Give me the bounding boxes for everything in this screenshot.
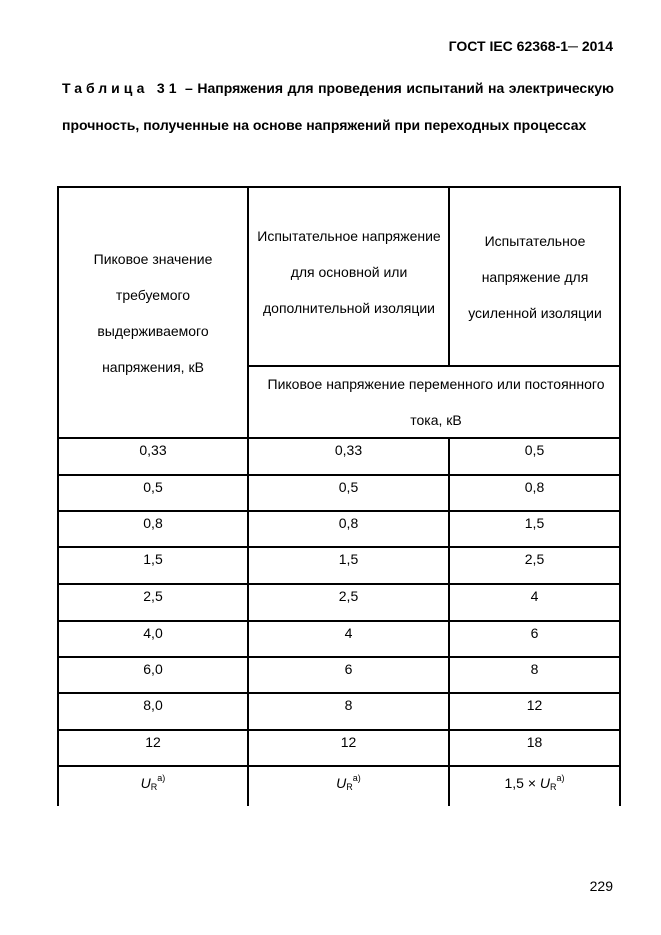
ur-subscript: R — [346, 782, 353, 792]
cell-r1-c1: 0,5 — [338, 479, 359, 495]
ur-subscript: R — [550, 782, 557, 792]
cell-r5-c1: 4 — [344, 625, 353, 641]
ur-multiplier: 1,5 × — [504, 775, 540, 791]
caption-dash: – — [180, 80, 198, 96]
ur-symbol: U — [539, 775, 551, 791]
cell-r0-c1: 0,33 — [334, 442, 363, 458]
cell-r3-c1: 1,5 — [338, 551, 359, 567]
ur-symbol: U — [140, 775, 151, 791]
cell-ur-c0 — [59, 767, 247, 808]
cell-r6-c1: 6 — [344, 661, 353, 677]
header-reinforced-test-voltage: Испытательное напряжение для усиленной изоляции — [468, 232, 602, 321]
cell-r4-c1: 2,5 — [338, 588, 359, 604]
cell-r4-c0: 2,5 — [143, 588, 163, 604]
ur-footnote-ref: a) — [556, 773, 565, 783]
cell-ur-c1 — [249, 767, 448, 808]
cell-r6-c0: 6,0 — [143, 661, 163, 677]
cell-r7-c1: 8 — [344, 697, 353, 713]
cell-r3-c0: 1,5 — [143, 551, 163, 567]
table-caption — [62, 70, 614, 144]
cell-r8-c2: 18 — [526, 734, 543, 750]
cell-r1-c2: 0,8 — [524, 479, 545, 495]
header-basic-supplementary-test-voltage: Испытательное напряжение для основной или дополнительной изоляции — [257, 227, 441, 316]
header-ac-dc-peak-voltage: Пиковое напряжение переменного или постоянного тока, кВ — [267, 376, 605, 428]
table-border-right — [619, 186, 621, 806]
ur-footnote-ref: a) — [157, 773, 166, 783]
caption-table-number: Таблица 31 — [62, 80, 181, 96]
header-peak-withstand-voltage: Пиковое значение требуемого выдерживаемого напряжения, кВ — [93, 250, 213, 375]
ur-footnote-ref: a) — [352, 773, 361, 783]
cell-r1-c0: 0,5 — [143, 479, 163, 495]
cell-r7-c0: 8,0 — [143, 697, 163, 713]
page-number: 229 — [589, 878, 613, 894]
cell-r0-c2: 0,5 — [524, 442, 545, 458]
caption-text: Напряжения для проведения испытаний на электрическую прочность, полученные на основе напряжений при переходных процессах — [62, 80, 614, 133]
cell-r8-c0: 12 — [145, 734, 161, 750]
cell-r4-c2: 4 — [530, 588, 539, 604]
ur-subscript: R — [150, 782, 158, 792]
cell-r2-c0: 0,8 — [143, 515, 163, 531]
cell-r3-c2: 2,5 — [524, 551, 545, 567]
table-divider-col2 — [448, 186, 450, 367]
standard-designation: ГОСТ IEC 62368-1─ 2014 — [448, 38, 613, 54]
cell-r8-c1: 12 — [340, 734, 357, 750]
ur-symbol: U — [336, 775, 347, 791]
cell-r2-c1: 0,8 — [338, 515, 359, 531]
cell-r2-c2: 1,5 — [524, 515, 545, 531]
cell-r5-c0: 4,0 — [143, 625, 163, 641]
cell-r5-c2: 6 — [530, 625, 539, 641]
cell-ur-c2 — [450, 767, 619, 808]
cell-r7-c2: 12 — [526, 697, 543, 713]
voltage-table — [57, 186, 621, 806]
cell-r6-c2: 8 — [530, 661, 539, 677]
cell-r0-c0: 0,33 — [139, 442, 167, 458]
